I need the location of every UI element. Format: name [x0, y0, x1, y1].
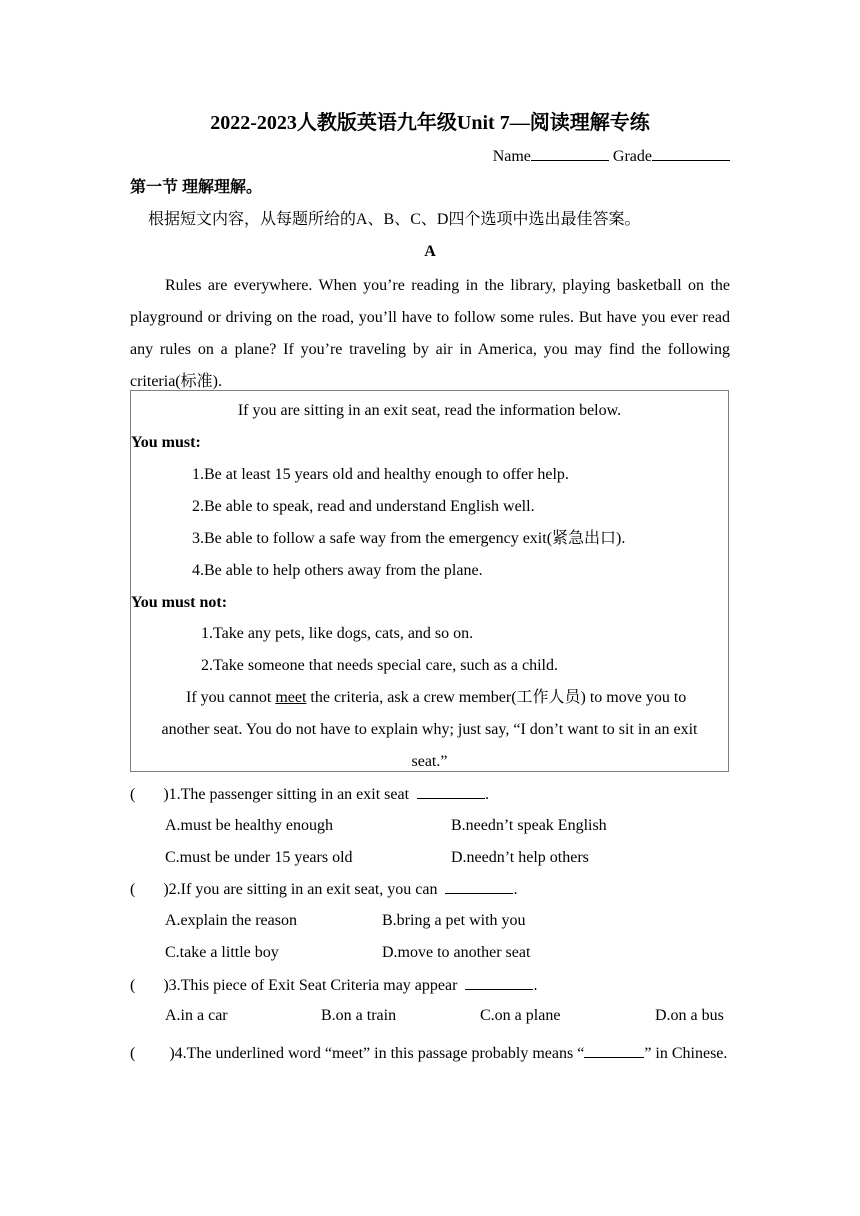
grade-blank[interactable]	[652, 146, 730, 161]
must-item: 2.Be able to speak, read and understand English well.	[192, 498, 535, 515]
question-2	[130, 879, 517, 900]
underlined-word-meet: meet	[275, 689, 307, 706]
option[interactable]: D.needn’t help others	[451, 849, 589, 866]
option[interactable]: B.on a train	[321, 1007, 397, 1024]
answer-paren: (	[130, 786, 136, 803]
question-stem-end: ” in Chinese.	[644, 1045, 728, 1062]
question-stem: )3.This piece of Exit Seat Criteria may appear	[163, 977, 458, 994]
must-heading: You must:	[131, 434, 201, 451]
question-stem: )2.If you are sitting in an exit seat, you can	[163, 881, 438, 898]
period: .	[485, 786, 490, 803]
must-not-item: 2.Take someone that needs special care, such as a child.	[201, 657, 558, 674]
closing-after: the criteria, ask a crew member(工作人员) to move you to	[306, 689, 687, 706]
closing-line-1	[186, 688, 686, 708]
answer-paren: (	[130, 977, 136, 994]
option[interactable]: A.explain the reason	[165, 912, 297, 929]
question-4	[130, 1038, 730, 1070]
closing-line-3: seat.”	[411, 753, 448, 770]
intro-paragraph: Rules are everywhere. When you’re reading in the library, playing basketball on the playground or driving on the road, you’ll have to follow some rules. But have you ever read any rules on a plane? If you’re traveling by air in America, you may find the following criteria(标准).	[130, 277, 730, 390]
question-1	[130, 784, 489, 805]
option[interactable]: C.take a little boy	[165, 944, 279, 961]
option[interactable]: B.needn’t speak English	[451, 817, 607, 834]
exit-seat-criteria-box	[130, 390, 729, 772]
answer-paren: (	[130, 1045, 136, 1062]
option[interactable]: A.must be healthy enough	[165, 817, 333, 834]
name-grade-line	[493, 146, 730, 167]
name-label: Name	[492, 148, 531, 165]
instructions: 根据短文内容，从每题所给的A、B、C、D四个选项中选出最佳答案。	[148, 211, 641, 228]
period: .	[533, 977, 538, 994]
option[interactable]: C.on a plane	[480, 1007, 561, 1024]
page-title: 2022-2023人教版英语九年级Unit 7—阅读理解专练	[210, 112, 650, 134]
question-stem: )1.The passenger sitting in an exit seat	[163, 786, 410, 803]
answer-blank	[465, 975, 533, 990]
period: .	[513, 881, 518, 898]
answer-blank	[584, 1043, 644, 1058]
closing-line-2: another seat. You do not have to explain why; just say, “I don’t want to sit in an exit	[161, 721, 698, 738]
closing-before: If you cannot	[186, 689, 276, 706]
grade-label: Grade	[612, 148, 652, 165]
must-item: 3.Be able to follow a safe way from the emergency exit(紧急出口).	[192, 530, 626, 547]
must-item: 1.Be at least 15 years old and healthy enough to offer help.	[192, 466, 569, 483]
answer-paren: (	[130, 881, 136, 898]
answer-blank	[417, 784, 485, 799]
option[interactable]: D.move to another seat	[382, 944, 531, 961]
must-not-item: 1.Take any pets, like dogs, cats, and so on.	[201, 625, 474, 642]
box-intro: If you are sitting in an exit seat, read the information below.	[237, 402, 622, 419]
part-label: A	[424, 243, 436, 260]
question-3	[130, 975, 537, 996]
section-heading: 第一节 理解理解。	[130, 179, 263, 196]
name-blank[interactable]	[531, 146, 609, 161]
option[interactable]: C.must be under 15 years old	[165, 849, 353, 866]
question-stem: )4.The underlined word “meet” in this passage probably means “	[169, 1045, 585, 1062]
option[interactable]: B.bring a pet with you	[382, 912, 526, 929]
option[interactable]: D.on a bus	[655, 1007, 724, 1024]
answer-blank	[445, 879, 513, 894]
option[interactable]: A.in a car	[165, 1007, 228, 1024]
must-not-heading: You must not:	[131, 594, 228, 611]
must-item: 4.Be able to help others away from the plane.	[192, 562, 483, 579]
